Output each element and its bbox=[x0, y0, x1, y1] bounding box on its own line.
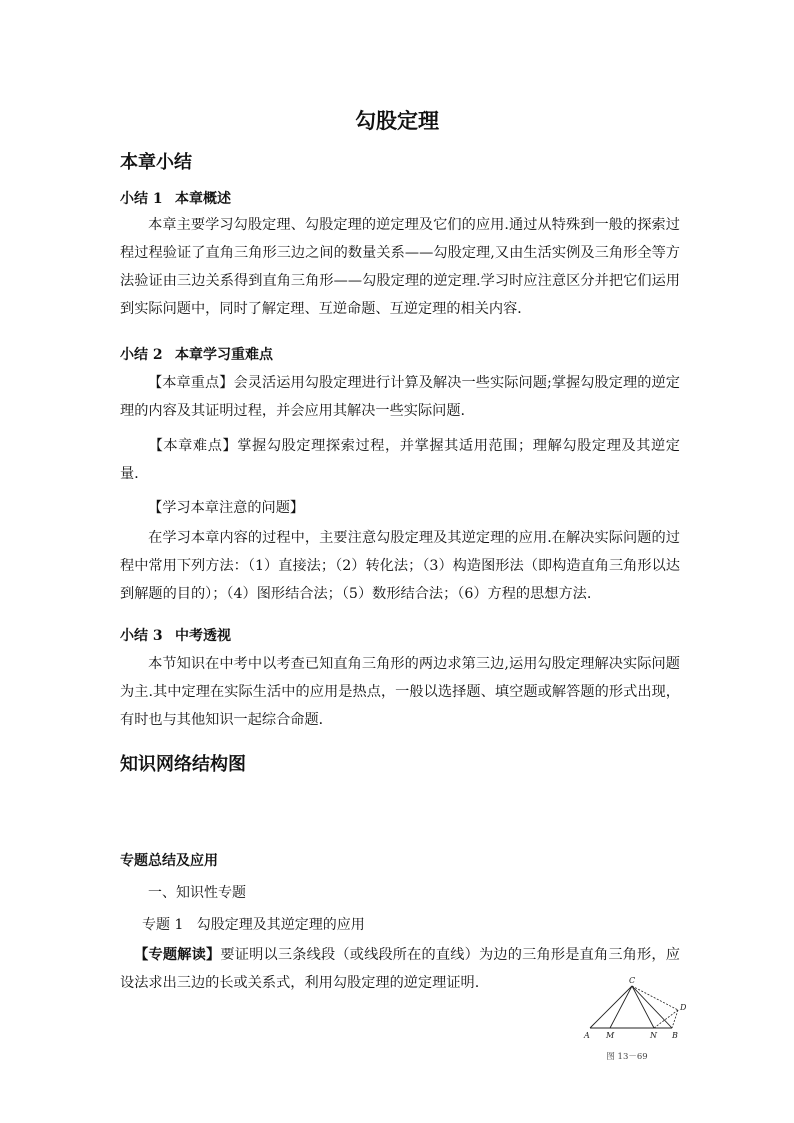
label-a: A bbox=[584, 1031, 590, 1040]
key-points-paragraph bbox=[120, 369, 680, 425]
segment-cm bbox=[610, 986, 632, 1028]
label-d: D bbox=[680, 1003, 687, 1012]
topic-1-title: 勾股定理及其逆定理的应用 bbox=[196, 917, 365, 933]
figure-caption: 图 13－69 bbox=[606, 1052, 648, 1062]
summary-2-heading bbox=[120, 344, 273, 364]
difficulties-text: 掌握勾股定理探索过程，并掌握其适用范围；理解勾股定理及其逆定量． bbox=[120, 438, 680, 482]
segment-cb bbox=[632, 986, 672, 1028]
notice-title: 【学习本章注意的问题】 bbox=[148, 500, 305, 516]
key-points-text: 会灵活运用勾股定理进行计算及解决一些实际问题;掌握勾股定理的逆定理的内容及其证明过程，并会应用其解决一些实际问题. bbox=[120, 375, 680, 419]
notice-text: 在学习本章内容的过程中，主要注意勾股定理及其逆定理的应用.在解决实际问题的过程中常用下列方法：（1）直接法；（2）转化法；（3）构造图形法（即构造直角三角形以达到解题的目的）；（4）图形结合法；（5）数形结合法；（6）方程的思想方法. bbox=[120, 530, 680, 602]
label-b: B bbox=[672, 1031, 678, 1040]
summary-3-label: 中考透视 bbox=[175, 628, 231, 644]
label-c: C bbox=[629, 976, 636, 985]
summary-1-label: 本章概述 bbox=[175, 191, 231, 207]
summary-1-heading bbox=[120, 188, 231, 208]
summary-3-number: 小结 3 bbox=[120, 628, 163, 644]
summary-1-number: 小结 1 bbox=[120, 191, 163, 207]
summary-1-text: 本章主要学习勾股定理、勾股定理的逆定理及它们的应用.通过从特殊到一般的探索过程过程验证了直角三角形三边之间的数量关系——勾股定理,又由生活实例及三角形全等方法验证由三边关系得到直角三角形——勾股定理的逆定理.学习时应注意区分并把它们运用到实际问题中，同时了解定理、互逆命题、互逆定理的相关内容． bbox=[120, 217, 680, 317]
notice-paragraph bbox=[120, 524, 680, 608]
page-title: 勾股定理 bbox=[355, 108, 439, 133]
triangle-diagram bbox=[582, 974, 692, 1052]
segment-cd bbox=[632, 986, 678, 1010]
label-m: M bbox=[606, 1031, 615, 1040]
chapter-summary-heading: 本章小结 bbox=[120, 152, 192, 173]
difficulties-paragraph bbox=[120, 432, 680, 488]
segment-ac bbox=[590, 986, 632, 1028]
summary-3-text: 本节知识在中考中以考查已知直角三角形的两边求第三边,运用勾股定理解决实际问题为主.其中定理在实际生活中的应用是热点，一般以选择题、填空题或解答题的形式出现，有时也与其他知识一起综合命题． bbox=[120, 656, 680, 728]
topics-summary-heading: 专题总结及应用 bbox=[120, 853, 218, 869]
label-n: N bbox=[650, 1031, 657, 1040]
summary-1-paragraph bbox=[120, 211, 680, 323]
notice-title-line bbox=[120, 494, 680, 522]
segment-cn bbox=[632, 986, 654, 1028]
triangle-figure bbox=[582, 974, 692, 1066]
summary-3-heading bbox=[120, 625, 231, 645]
knowledge-network-heading: 知识网络结构图 bbox=[120, 754, 246, 775]
summary-3-paragraph bbox=[120, 650, 680, 734]
key-points-label: 【本章重点】 bbox=[148, 375, 234, 391]
topic-1-number: 专题 1 bbox=[142, 917, 184, 933]
topic-1-heading bbox=[142, 914, 365, 934]
summary-2-number: 小结 2 bbox=[120, 347, 163, 363]
topic-interpretation-label: 【专题解读】 bbox=[134, 947, 221, 963]
knowledge-topics-subheading: 一、知识性专题 bbox=[148, 885, 246, 901]
topic-interpretation-text: 要证明以三条线段（或线段所在的直线）为边的三角形是直角三角形，应设法求出三边的长或关系式，利用勾股定理的逆定理证明. bbox=[120, 947, 680, 991]
summary-2-label: 本章学习重难点 bbox=[175, 347, 273, 363]
difficulties-label: 【本章难点】 bbox=[148, 438, 238, 454]
